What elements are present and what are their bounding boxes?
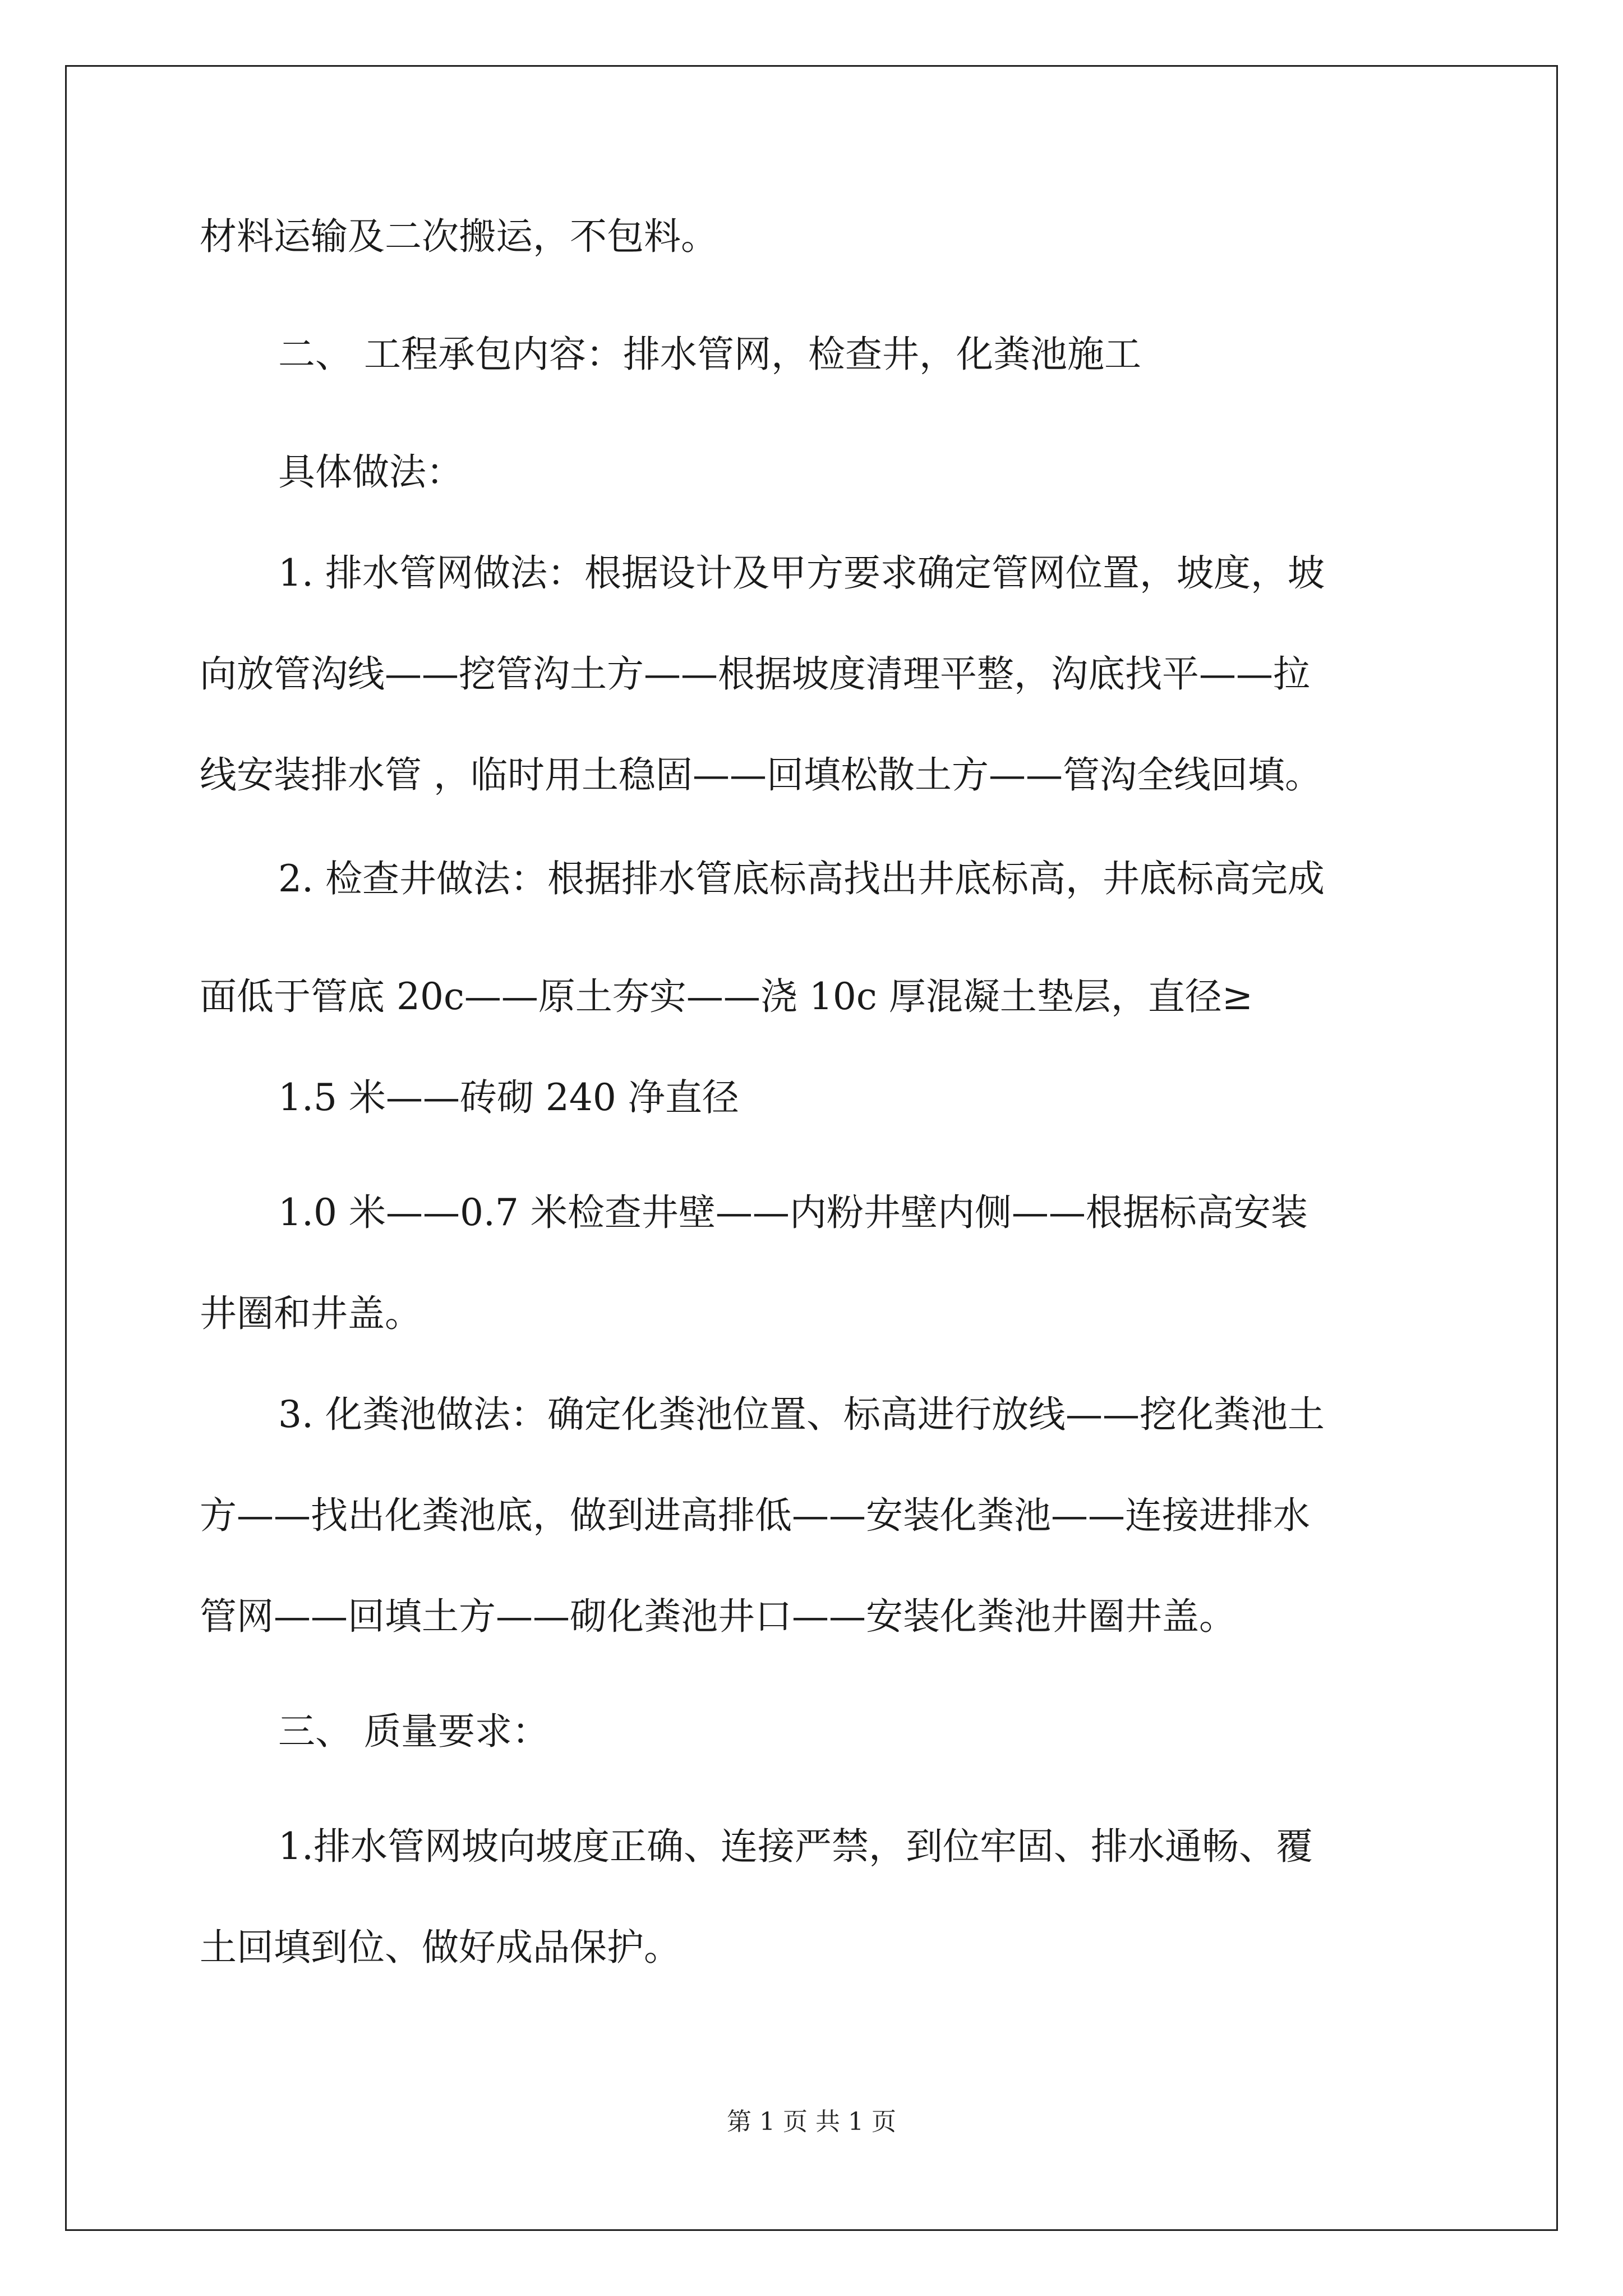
body-line-11: 井圈和井盖。: [200, 1292, 422, 1335]
body-line-7: 2. 检查井做法：根据排水管底标高找出井底标高，井底标高完成: [278, 857, 1325, 900]
body-line-5: 向放管沟线——挖管沟土方——根据坡度清理平整，沟底找平——拉: [200, 652, 1310, 696]
section-heading-2: 二、 工程承包内容：排水管网，检查井，化粪池施工: [278, 333, 1141, 376]
page-border: [65, 65, 1558, 2231]
body-line-3: 具体做法：: [278, 450, 463, 494]
body-line-9: 1.5 米——砖砌 240 净直径: [278, 1076, 739, 1119]
body-line-8: 面低于管底 20c——原土夯实——浇 10c 厚混凝土垫层，直径≥: [200, 975, 1253, 1018]
body-line-16: 1.排水管网坡向坡度正确、连接严禁，到位牢固、排水通畅、覆: [278, 1825, 1313, 1868]
body-line-12: 3. 化粪池做法：确定化粪池位置、标高进行放线——挖化粪池土: [278, 1393, 1325, 1436]
body-line-1: 材料运输及二次搬运，不包料。: [200, 215, 718, 258]
body-line-17: 土回填到位、做好成品保护。: [200, 1926, 681, 1969]
body-line-10: 1.0 米——0.7 米检查井壁——内粉井壁内侧——根据标高安装: [278, 1191, 1308, 1234]
body-line-13: 方——找出化粪池底，做到进高排低——安装化粪池——连接进排水: [200, 1494, 1310, 1537]
page-footer: 第 1 页 共 1 页: [727, 2108, 896, 2136]
body-line-14: 管网——回填土方——砌化粪池井口——安装化粪池井圈井盖。: [200, 1595, 1236, 1638]
section-heading-3: 三、 质量要求：: [278, 1710, 549, 1753]
body-line-6: 线安装排水管 ，临时用土稳固——回填松散土方——管沟全线回填。: [200, 753, 1322, 797]
body-line-4: 1. 排水管网做法：根据设计及甲方要求确定管网位置，坡度，坡: [278, 551, 1325, 595]
